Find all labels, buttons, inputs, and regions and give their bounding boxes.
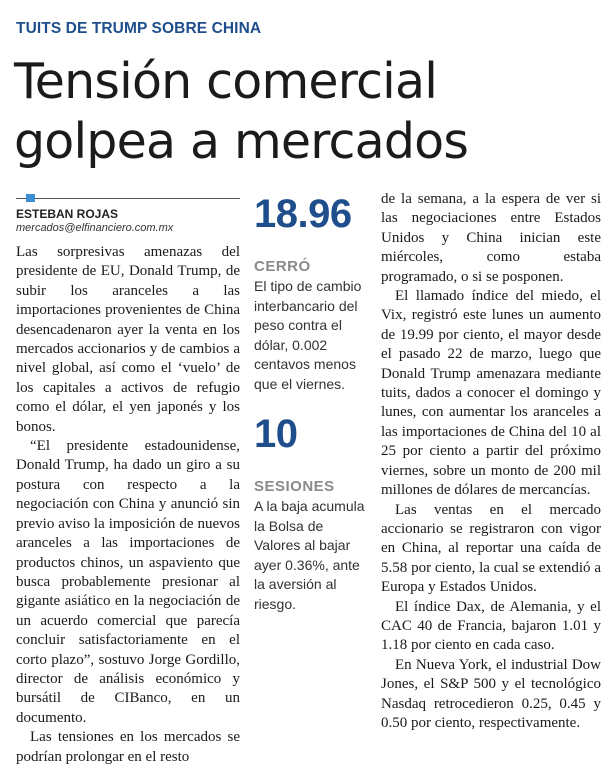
paragraph: El índice Dax, de Alemania, y el CAC 40 de Francia, bajaron 1.01 y 1.18 por ciento en cada caso.	[381, 598, 601, 654]
stat-description-exchange-rate: El tipo de cambio interbancario del peso contra el dólar, 0.002 centavos menos que el viernes.	[254, 278, 362, 392]
byline-marker	[26, 194, 35, 202]
paragraph: Las sorpresivas amenazas del presidente de EU, Donald Trump, de subir los aranceles a las importaciones provenientes de China desencadenaron ayer la venta en los mercados accionarios y de cambios a nivel global, así como el ‘vuelo’ de los capitales a activos de refugio como el dólar, el yen japonés y los bonos.	[16, 244, 240, 435]
paragraph: de la semana, a la espera de ver si las negociaciones entre Estados Unidos y China inician este miércoles, como estaba programado, o si se posponen.	[381, 191, 601, 285]
headline-line-2: golpea a mercados	[14, 113, 469, 170]
stat-label-closed: CERRÓ	[254, 258, 311, 275]
headline-line-1: Tensión comercial	[14, 53, 438, 110]
stat-label-sessions: SESIONES	[254, 478, 335, 495]
paragraph: En Nueva York, el industrial Dow Jones, el S&P 500 y el tecnológico Nasdaq retrocedieron 0.25, 0.45 y 0.50 por ciento, respectivamente.	[381, 656, 601, 731]
stat-value-sessions: 10	[254, 412, 298, 456]
paragraph: Las tensiones en los mercados se podrían prolongar en el resto	[16, 729, 240, 765]
paragraph: El llamado índice del miedo, el Vix, registró este lunes un aumento de 19.99 por ciento, el mayor desde el pasado 22 de marzo, luego que Donald Trump amenazara mediante tuits, dados a conocer el domingo y lunes, con aumentar los aranceles a las importaciones de China del 10 al 25 por ciento a partir del próximo viernes, sobre un monto de 200 mil millones de dólares de mercancías.	[381, 288, 601, 499]
byline-divider	[16, 198, 240, 199]
article-column-3	[381, 190, 601, 733]
headline	[14, 52, 604, 172]
byline-email: mercados@elfinanciero.com.mx	[16, 222, 174, 234]
stat-description-sessions: A la baja acumula la Bolsa de Valores al bajar ayer 0.36%, ante la aversión al riesgo.	[254, 498, 365, 612]
paragraph: “El presidente estadounidense, Donald Trump, ha dado un giro a su postura con respecto a la negociación con China y anunció sin previo aviso la imposición de nuevos aranceles a las importaciones de productos chinos, un aspaviento que busca probablemente presionar al gigante asiático en la negociación de un acuerdo comercial que parecía concluir satisfactoriamente en el corto plazo”, sostuvo Jorge Gordillo, director de análisis económico y bursátil de CIBanco, en un documento.	[16, 438, 240, 726]
section-kicker: TUITS DE TRUMP SOBRE CHINA	[16, 20, 262, 37]
paragraph: Las ventas en el mercado accionario se registraron con vigor en China, al reportar una caída de 5.58 por ciento, la cual se extendió a Europa y Estados Unidos.	[381, 501, 601, 596]
stat-value-exchange-rate: 18.96	[254, 192, 352, 236]
byline-author: ESTEBAN ROJAS	[16, 207, 119, 221]
article-column-1	[16, 243, 240, 767]
stats-sidebar	[254, 190, 366, 614]
